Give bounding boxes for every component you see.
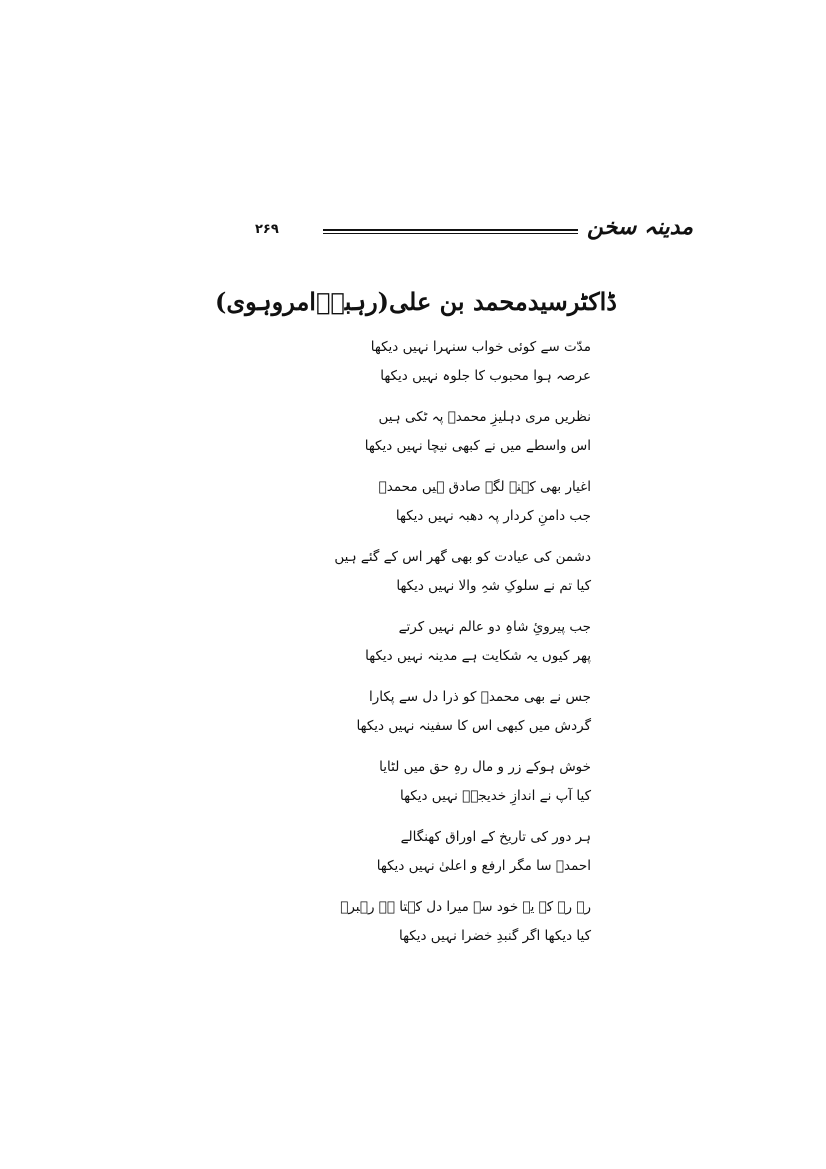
verse-line: رہ رہ کے یہ خود سے میرا دل کہتا ہے رہبرؔ — [340, 899, 591, 915]
couplet — [211, 473, 591, 531]
book-title: مدینہ سخن — [586, 214, 693, 240]
couplet — [211, 753, 591, 811]
verse-line: گردش میں کبھی اس کا سفینہ نہیں دیکھا — [356, 718, 591, 734]
verse-line: احمدؐ سا مگر ارفع و اعلیٰ نہیں دیکھا — [376, 858, 591, 874]
verse-line: مدّت سے کوئی خواب سنہرا نہیں دیکھا — [370, 339, 591, 355]
verse-line: پھر کیوں یہ شکایت ہے مدینہ نہیں دیکھا — [365, 648, 591, 664]
couplet — [211, 613, 591, 671]
verse-line: جب پیرویِٔ شاہِ دو عالم نہیں کرتے — [398, 619, 591, 635]
couplet — [211, 403, 591, 461]
poet-name: ڈاکٹرسیدمحمد بن علی(رہبرؔامروہوی) — [215, 287, 617, 316]
couplet — [211, 683, 591, 741]
verse-line: کیا تم نے سلوکِ شہِ والا نہیں دیکھا — [396, 578, 591, 594]
header-rule-thin — [323, 233, 578, 234]
couplet — [211, 823, 591, 881]
verse-line: اغیار بھی کہنے لگے صادق ہیں محمدؐ — [378, 479, 591, 495]
verse-line: عرصہ ہوا محبوب کا جلوہ نہیں دیکھا — [380, 368, 591, 384]
verse-line: نظریں مری دہلیزِ محمدؐ پہ ٹکی ہیں — [378, 409, 591, 425]
verse-line: کیا آپ نے اندازِ خدیجہؓ نہیں دیکھا — [399, 788, 591, 804]
verse-line: خوش ہوکے زر و مال رہِ حق میں لٹایا — [379, 759, 591, 775]
verse-line: جب دامنِ کردار پہ دھبہ نہیں دیکھا — [395, 508, 591, 524]
poem — [211, 285, 617, 963]
couplet — [211, 543, 591, 601]
couplet — [211, 333, 591, 391]
header-rule-thick — [323, 229, 578, 231]
verse-line: جس نے بھی محمدؐ کو ذرا دل سے پکارا — [368, 689, 591, 705]
page-number: ۲۶۹ — [255, 222, 279, 237]
verse-line: اس واسطے میں نے کبھی نیچا نہیں دیکھا — [364, 438, 591, 454]
page-header — [0, 214, 826, 254]
verse-line: دشمن کی عیادت کو بھی گھر اس کے گئے ہیں — [334, 549, 591, 565]
couplet — [211, 893, 591, 951]
verse-line: ہر دور کی تاریخ کے اوراق کھنگالے — [400, 829, 591, 845]
verse-line: کیا دیکھا اگر گنبدِ خضرا نہیں دیکھا — [398, 928, 591, 944]
